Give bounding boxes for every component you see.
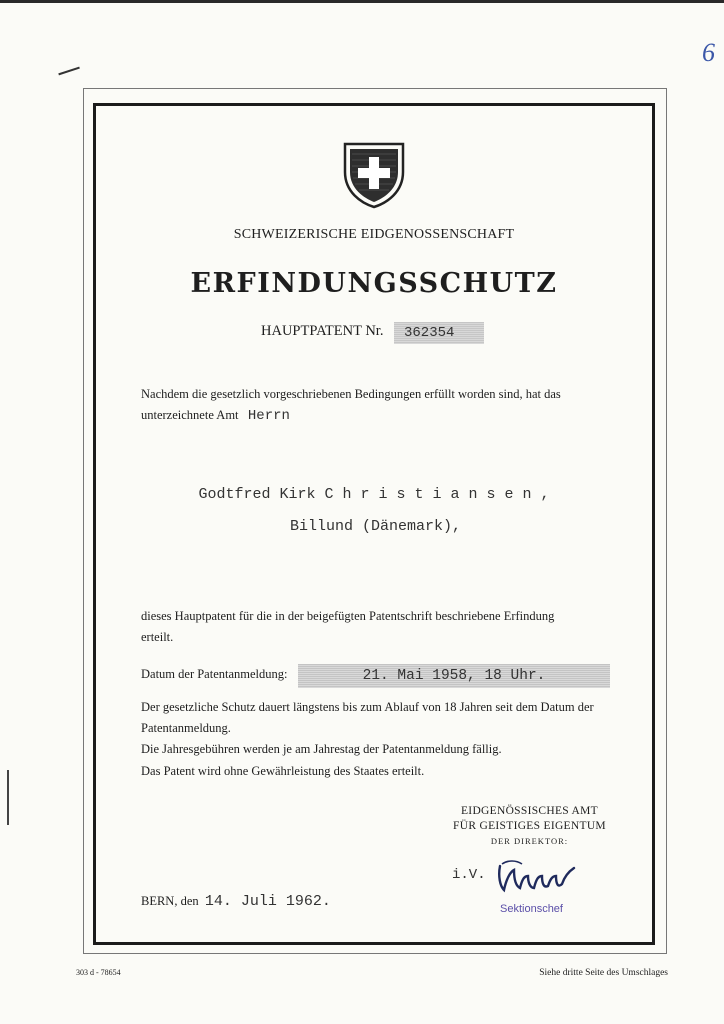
scan-top-edge — [0, 0, 724, 3]
grant-line-2: erteilt. — [141, 630, 174, 644]
office-line-2: FÜR GEISTIGES EIGENTUM — [453, 820, 606, 832]
recipient-name: Godtfred Kirk C h r i s t i a n s e n , — [198, 486, 550, 503]
document-title: ERFINDUNGSSCHUTZ — [190, 268, 558, 299]
stamp-section-chief: Sektionschef — [500, 903, 563, 915]
swiss-coat-of-arms-icon — [341, 140, 407, 210]
handwritten-page-number: 6 — [702, 38, 715, 67]
intro-paragraph — [141, 384, 611, 427]
terms-paragraph — [141, 697, 611, 739]
application-date-label: Datum der Patentanmeldung: — [141, 667, 288, 681]
issue-date: 14. Juli 1962. — [204, 893, 331, 910]
intro-line-1: Nachdem die gesetzlich vorgeschriebenen Bedingungen erfüllt worden sind, hat das — [141, 387, 561, 401]
intro-line-2 — [141, 405, 611, 427]
terms-line-2: Patentanmeldung. — [141, 721, 231, 735]
on-behalf-label: i.V. — [452, 867, 486, 883]
patent-number-label: HAUPTPATENT Nr. — [261, 323, 384, 339]
signature — [494, 858, 580, 898]
margin-mark — [7, 770, 9, 825]
intro-line-2-prefix: unterzeichnete Amt — [141, 408, 239, 422]
issuing-authority: SCHWEIZERISCHE EIDGENOSSENSCHAFT — [233, 227, 515, 242]
terms-line-1: Der gesetzliche Schutz dauert längstens bis zum Ablauf von 18 Jahren seit dem Datum der — [141, 700, 594, 714]
footer-note: Siehe dritte Seite des Umschlages — [539, 968, 668, 978]
form-number: 303 d - 78654 — [76, 968, 121, 977]
office-block — [452, 804, 607, 849]
issue-place-date — [141, 893, 331, 910]
application-date-field: 21. Mai 1958, 18 Uhr. — [298, 664, 610, 688]
terms-line-3: Die Jahresgebühren werden je am Jahrestag der Patentanmeldung fällig. — [141, 742, 502, 756]
pencil-tick-mark — [58, 67, 79, 75]
director-label: DER DIREKTOR: — [490, 836, 569, 846]
salutation: Herrn — [247, 408, 290, 424]
office-line-1: EIDGENÖSSISCHES AMT — [460, 805, 598, 817]
recipient-place: Billund (Dänemark), — [290, 518, 462, 535]
grant-line-1: dieses Hauptpatent für die in der beigefügten Patentschrift beschriebene Erfindung — [141, 609, 555, 623]
terms-line-4: Das Patent wird ohne Gewährleistung des Staates erteilt. — [141, 764, 425, 778]
grant-paragraph — [141, 606, 611, 648]
issue-prefix: BERN, den — [141, 894, 199, 908]
patent-number-field: 362354 — [394, 322, 484, 344]
